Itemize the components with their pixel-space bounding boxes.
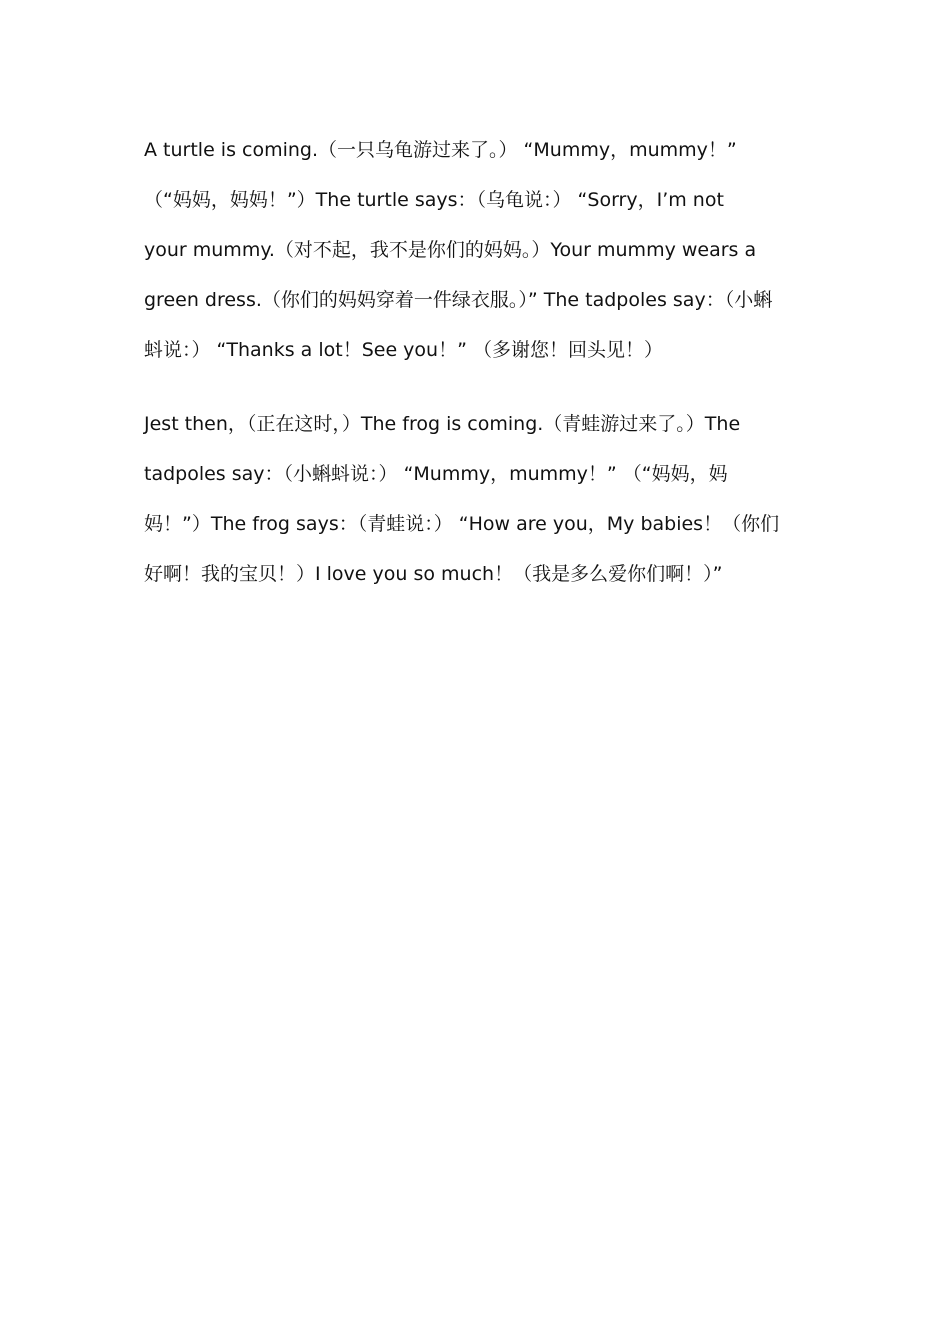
text-line: 蚪说：） “Thanks a lot！See you！” （多谢您！回头见！） xyxy=(144,339,663,361)
text-line: green dress.（你们的妈妈穿着一件绿衣服。）” The tadpoles say：（小蝌 xyxy=(144,289,773,311)
text-line: 好啊！我的宝贝！）I love you so much！（我是多么爱你们啊！）” xyxy=(144,563,723,585)
paragraph-frog xyxy=(144,399,824,599)
text-line: A turtle is coming.（一只乌龟游过来了。） “Mummy，mummy！” xyxy=(144,139,737,161)
text-line: 妈！”）The frog says：（青蛙说：） “How are you，My babies！（你们 xyxy=(144,513,780,535)
text-line: （“妈妈，妈妈！”）The turtle says：（乌龟说：） “Sorry，I’m not xyxy=(144,189,724,211)
paragraph-turtle xyxy=(144,125,824,375)
text-line: your mummy.（对不起，我不是你们的妈妈。）Your mummy wears a xyxy=(144,239,757,261)
text-line: Jest then，（正在这时，）The frog is coming.（青蛙游过来了。）The xyxy=(144,413,741,435)
text-line: tadpoles say：（小蝌蚪说：） “Mummy，mummy！” （“妈妈，妈 xyxy=(144,463,728,485)
